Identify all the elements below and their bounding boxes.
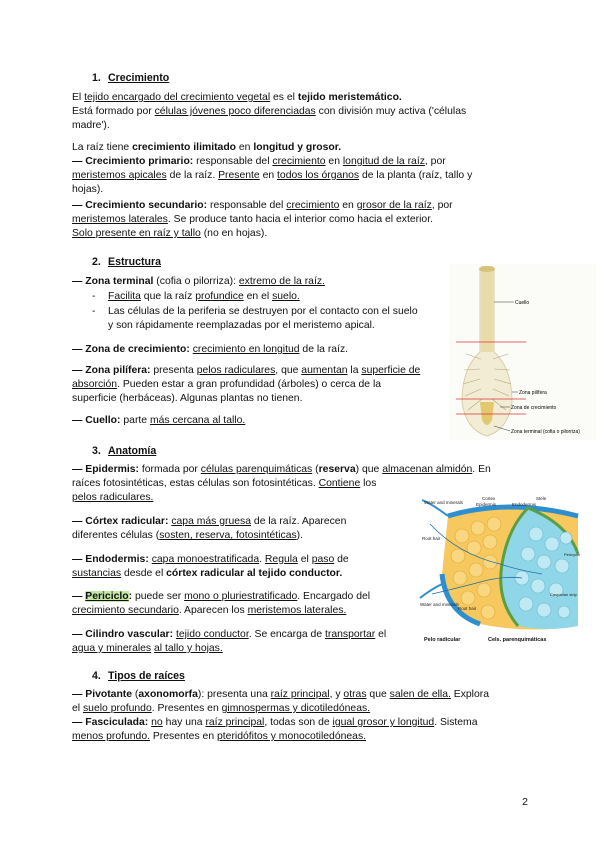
paragraph-line: — Zona terminal (cofia o pilorriza): extremo de la raíz. xyxy=(72,276,325,287)
paragraph-line: — Fasciculada: no hay una raíz principal, todas son de igual grosor y longitud. Sistema xyxy=(72,717,478,728)
paragraph-line: — Epidermis: formada por células parenquimáticas (reserva) que almacenan almidón. En xyxy=(72,464,491,475)
paragraph-line: — Crecimiento secundario: responsable del crecimiento en grosor de la raíz, por xyxy=(72,200,453,211)
label-cuello: Cuello xyxy=(515,300,530,306)
paragraph-line: — Zona de crecimiento: crecimiento en longitud de la raíz. xyxy=(72,344,349,355)
paragraph-line: La raíz tiene crecimiento ilimitado en longitud y grosor. xyxy=(72,142,342,153)
section-heading-tipos-de-raices: 4. Tipos de raíces xyxy=(92,670,185,682)
paragraph-line: pelos radiculares. xyxy=(72,492,154,503)
paragraph-line: absorción. Pueden estar a gran profundidad (árboles) o cerca de la xyxy=(72,379,382,390)
paragraph-line: Solo presente en raíz y tallo (no en hojas). xyxy=(72,228,268,239)
paragraph-line: crecimiento secundario. Aparecen los meristemos laterales. xyxy=(72,605,347,616)
section-heading-crecimiento: 1. Crecimiento xyxy=(92,72,170,84)
label-epidermis: Epidermis xyxy=(476,502,497,507)
bullet-item: - Las células de la periferia se destruyen por el contacto con el suelo xyxy=(92,306,418,317)
label-cortex: Cortex xyxy=(482,496,496,501)
paragraph-line: Está formado por células jóvenes poco diferenciadas con división muy activa ('células xyxy=(72,106,467,117)
paragraph-line: — Zona pilífera: presenta pelos radiculares, que aumentan la superficie de xyxy=(72,365,421,376)
label-cels-parenquimaticas: Cels. parenquimáticas xyxy=(488,637,547,643)
root-stem xyxy=(481,266,493,352)
paragraph-line: — Cuello: parte más cercana al tallo. xyxy=(72,415,246,426)
paragraph-line: menos profundo. Presentes en pteridófitos y monocotiledóneas. xyxy=(72,731,367,742)
label-pericycle: Pericycle xyxy=(564,552,581,557)
paragraph-line: sustancias desde el córtex radicular al tejido conductor. xyxy=(72,568,343,579)
section-heading-anatomia: 3. Anatomía xyxy=(92,445,157,457)
paragraph-line: raíces fotosintéticas, estas células son fotosintéticas. Contiene los xyxy=(72,478,377,489)
paragraph-line: — Periciclo: puede ser mono o pluriestratificado. Encargado del xyxy=(72,591,371,602)
paragraph-line: meristemos apicales de la raíz. Presente en todos los órganos de la planta (raíz, tallo y xyxy=(72,170,473,181)
label-zona-crecimiento: Zona de crecimiento xyxy=(511,405,557,411)
paragraph-line: — Endodermis: capa monoestratificada. Regula el paso de xyxy=(72,554,349,565)
paragraph-line: — Cilindro vascular: tejido conductor. Se encarga de transportar el xyxy=(72,629,387,640)
bullet-item: - Facilita que la raíz profundice en el suelo. xyxy=(92,291,300,302)
label-zona-terminal: Zona terminal (cofia o pilorriza) xyxy=(511,429,580,435)
root-zones-figure xyxy=(450,264,596,440)
bullet-item-continuation: y son rápidamente reemplazadas por el meristemo apical. xyxy=(108,320,375,331)
label-stele: Stele xyxy=(536,496,547,501)
paragraph-line: diferentes células (sosten, reserva, fotosintéticas). xyxy=(72,530,304,541)
paragraph-line: hojas). xyxy=(72,184,104,195)
paragraph-line: — Pivotante (axonomorfa): presenta una raíz principal, y otras que salen de ella. Explora xyxy=(72,689,490,700)
page-number: 2 xyxy=(522,796,528,808)
paragraph-line: madre'). xyxy=(72,120,110,131)
paragraph-line: superficie (herbáceas). Algunas plantas no tienen. xyxy=(72,393,303,404)
paragraph-line: El tejido encargado del crecimiento vegetal es el tejido meristemático. xyxy=(72,92,402,103)
section-heading-estructura: 2. Estructura xyxy=(92,256,161,268)
label-endodermis: Endodermis xyxy=(512,502,537,507)
label-casparian-strip: Casparian strip xyxy=(550,592,577,597)
paragraph-line: — Crecimiento primario: responsable del crecimiento en longitud de la raíz, por xyxy=(72,156,446,167)
paragraph-line: meristemos laterales. Se produce tanto hacia el interior como hacia el exterior. xyxy=(72,214,433,225)
label-pelo-radicular: Pelo radicular xyxy=(424,637,461,643)
label-water-and-minerals: Water and minerals xyxy=(424,500,463,505)
label-water-and-minerals-2: Water and minerals xyxy=(420,602,459,607)
label-root-hair-2: Root hair xyxy=(458,606,477,611)
label-zona-pilifera: Zona pilífera xyxy=(519,390,547,396)
paragraph-line: el suelo profundo. Presentes en gimnospermas y dicotiledóneas. xyxy=(72,703,371,714)
paragraph-line: agua y minerales al tallo y hojas. xyxy=(72,643,223,654)
root-cross-section-figure xyxy=(418,494,581,644)
paragraph-line: — Córtex radicular: capa más gruesa de la raíz. Aparecen xyxy=(72,516,347,527)
label-root-hair: Root hair xyxy=(422,536,441,541)
root-top xyxy=(479,266,495,272)
